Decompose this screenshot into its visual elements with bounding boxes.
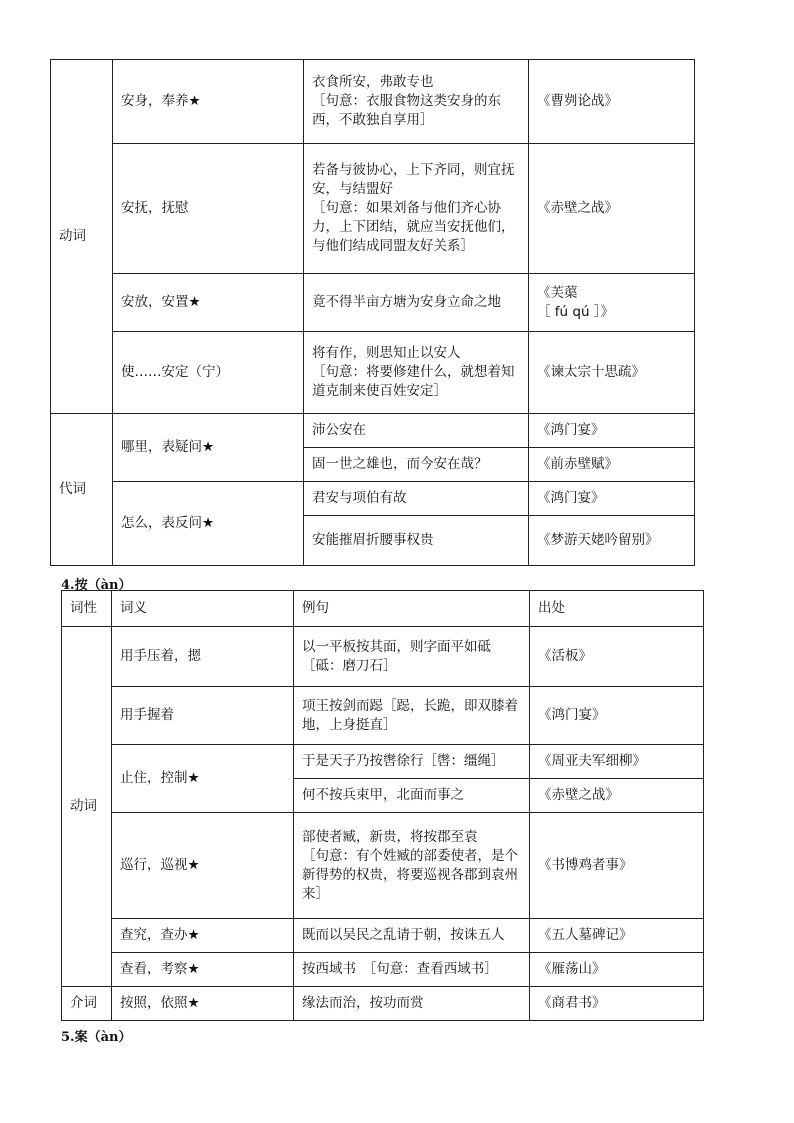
example-cell: 按西域书 ［句意：查看西域书］ xyxy=(294,953,530,987)
source-cell: 《鸿门宴》 xyxy=(529,414,695,448)
pos-cell: 代词 xyxy=(51,414,113,566)
example-cell: 沛公安在 xyxy=(304,414,529,448)
pos-cell: 动词 xyxy=(51,60,113,414)
source-cell: 《赤壁之战》 xyxy=(530,779,704,813)
header-example: 例句 xyxy=(294,591,530,627)
meaning-cell: 哪里，表疑问★ xyxy=(113,414,304,482)
meaning-cell: 止住，控制★ xyxy=(112,745,294,813)
meaning-cell: 使……安定（宁） xyxy=(113,332,304,414)
example-cell: 既而以吴民之乱请于朝，按诛五人 xyxy=(294,919,530,953)
header-pos: 词性 xyxy=(62,591,112,627)
meaning-cell: 用手压着，摁 xyxy=(112,627,294,687)
example-cell: 竟不得半亩方塘为安身立命之地 xyxy=(304,274,529,332)
example-cell: 衣食所安，弗敢专也 ［句意：衣服食物这类安身的东西，不敢独自享用］ xyxy=(304,60,529,144)
header-meaning: 词义 xyxy=(112,591,294,627)
meaning-cell: 巡行，巡视★ xyxy=(112,813,294,919)
meaning-cell: 安身，奉养★ xyxy=(113,60,304,144)
example-cell: 将有作，则思知止以安人 ［句意：将要修建什么，就想着知道克制来使百姓安定］ xyxy=(304,332,529,414)
example-cell: 部使者臧，新贵，将按郡至袁 ［句意：有个姓臧的部委使者，是个新得势的权贵，将要巡视各郡到袁州来］ xyxy=(294,813,530,919)
example-cell: 君安与项伯有故 xyxy=(304,482,529,516)
example-cell: 以一平板按其面，则字面平如砥［砥：磨刀石］ xyxy=(294,627,530,687)
example-cell: 于是天子乃按辔徐行［辔：缰绳］ xyxy=(294,745,530,779)
example-cell: 缘法而治，按功而赏 xyxy=(294,987,530,1021)
table-header-row xyxy=(62,591,704,627)
example-cell: 何不按兵束甲，北面而事之 xyxy=(294,779,530,813)
pos-cell: 动词 xyxy=(62,627,112,987)
meaning-cell: 查究，查办★ xyxy=(112,919,294,953)
meaning-cell: 按照，依照★ xyxy=(112,987,294,1021)
source-cell: 《周亚夫军细柳》 xyxy=(530,745,704,779)
section-heading-an: 4.按（àn） xyxy=(61,578,132,593)
example-cell: 安能摧眉折腰事权贵 xyxy=(304,516,529,566)
meaning-cell: 用手握着 xyxy=(112,687,294,745)
an-table-continued xyxy=(50,59,695,566)
source-cell: 《雁荡山》 xyxy=(530,953,704,987)
meaning-cell: 安放，安置★ xyxy=(113,274,304,332)
source-cell: 《前赤壁赋》 xyxy=(529,448,695,482)
source-cell: 《曹刿论战》 xyxy=(529,60,695,144)
example-cell: 固一世之雄也，而今安在哉？ xyxy=(304,448,529,482)
meaning-cell: 怎么，表反问★ xyxy=(113,482,304,566)
an-press-table xyxy=(61,590,704,1021)
source-cell: 《鸿门宴》 xyxy=(530,687,704,745)
section-heading-an-table: 5.案（àn） xyxy=(61,1030,132,1045)
source-cell: 《商君书》 xyxy=(530,987,704,1021)
meaning-cell: 安抚，抚慰 xyxy=(113,144,304,274)
source-cell: 《五人墓碑记》 xyxy=(530,919,704,953)
source-cell: 《书博鸡者事》 xyxy=(530,813,704,919)
source-cell: 《赤壁之战》 xyxy=(529,144,695,274)
source-cell: 《梦游天姥吟留别》 xyxy=(529,516,695,566)
source-cell: 《谏太宗十思疏》 xyxy=(529,332,695,414)
pos-cell: 介词 xyxy=(62,987,112,1021)
source-cell: 《鸿门宴》 xyxy=(529,482,695,516)
header-source: 出处 xyxy=(530,591,704,627)
source-cell: 《芙蕖 ［ fú qú ］》 xyxy=(529,274,695,332)
example-cell: 若备与彼协心，上下齐同，则宜抚安，与结盟好 ［句意：如果刘备与他们齐心协力，上下团结，就应当安抚他们，与他们结成同盟友好关系］ xyxy=(304,144,529,274)
source-cell: 《活板》 xyxy=(530,627,704,687)
meaning-cell: 查看，考察★ xyxy=(112,953,294,987)
example-cell: 项王按剑而跽［跽，长跪，即双膝着地，上身挺直］ xyxy=(294,687,530,745)
